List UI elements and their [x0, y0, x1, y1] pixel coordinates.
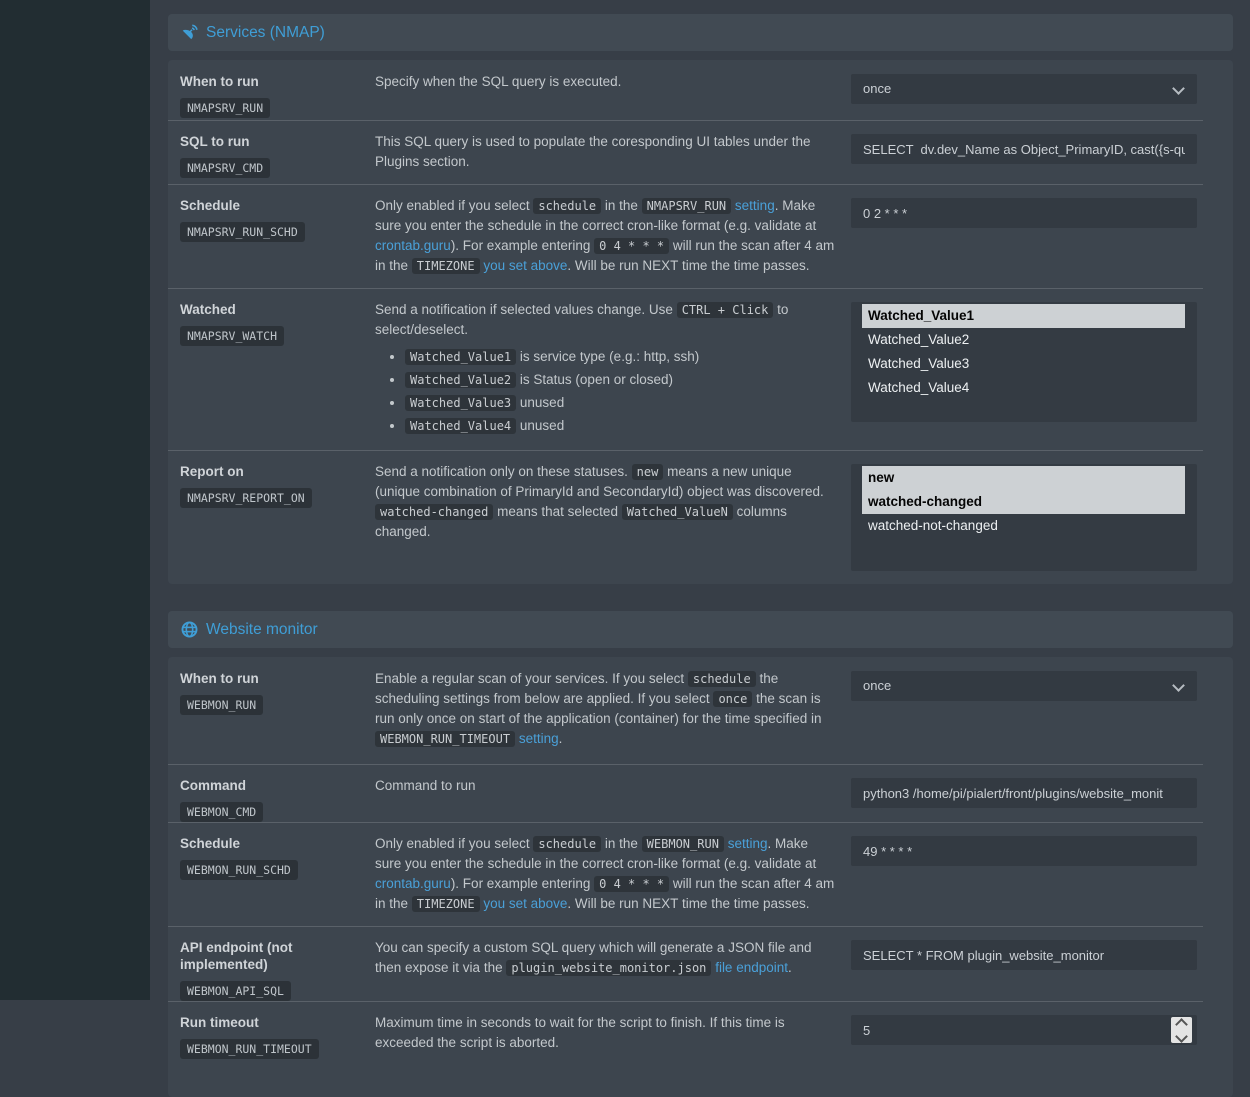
setting-control: [851, 822, 1197, 926]
setting-description: Command to run: [375, 778, 476, 793]
settings-row: [168, 120, 1233, 184]
setting-link[interactable]: crontab.guru: [375, 876, 451, 891]
settings-row: [168, 657, 1233, 764]
settings-row: [168, 926, 1233, 1001]
setting-description: This SQL query is used to populate the coresponding UI tables under the Plugins section.: [375, 134, 811, 169]
setting-key-badge: WEBMON_RUN_SCHD: [180, 860, 298, 880]
setting-control: [851, 657, 1197, 764]
inline-code: schedule: [533, 198, 601, 214]
option-Watched_Value3[interactable]: Watched_Value3: [868, 356, 970, 371]
setting-description: Send a notification only on these statuses. new means a new unique (unique combination of PrimaryId and SecondaryId) object was discovered. watched-changed means that selected Watched_ValueN columns changed.: [375, 464, 824, 539]
satellite-dish-icon: [181, 24, 198, 41]
option-Watched_Value1[interactable]: Watched_Value1: [862, 304, 1185, 328]
inline-code: schedule: [688, 671, 756, 687]
setting-key-badge: NMAPSRV_RUN: [180, 98, 270, 118]
inline-code: WEBMON_RUN: [642, 836, 724, 852]
setting-label: Schedule: [180, 198, 241, 213]
settings-row: [168, 764, 1233, 822]
inline-code: 0 4 * * *: [594, 238, 669, 254]
setting-control: [851, 120, 1197, 184]
setting-label: API endpoint (not implemented): [180, 940, 293, 972]
webmon_run_timeout-input[interactable]: [851, 1015, 1197, 1045]
setting-link[interactable]: crontab.guru: [375, 238, 451, 253]
setting-control: [851, 926, 1197, 1001]
webmon_api_sql-input[interactable]: [851, 940, 1197, 970]
settings-row: [168, 1001, 1233, 1097]
setting-control: [851, 60, 1197, 120]
webmon_run_schd-input[interactable]: [851, 836, 1197, 866]
option-new[interactable]: new: [862, 466, 1185, 490]
select-value: once: [863, 678, 892, 693]
setting-description: You can specify a custom SQL query which will generate a JSON file and then expose it via the plugin_website_monitor.json file endpoint.: [375, 940, 812, 975]
nmapsrv_report_on-multiselect: [851, 464, 1197, 571]
spinner-up-button[interactable]: [1175, 1018, 1188, 1031]
inline-code: Watched_ValueN: [622, 504, 733, 520]
inline-code: Watched_Value2: [405, 372, 516, 388]
inline-code: plugin_website_monitor.json: [506, 960, 711, 976]
setting-label: Watched: [180, 302, 236, 317]
nmapsrv_run_schd-input[interactable]: [851, 198, 1197, 228]
setting-description: Specify when the SQL query is executed.: [375, 74, 622, 89]
inline-code: CTRL + Click: [677, 302, 774, 318]
section-title: Website monitor: [206, 620, 318, 638]
setting-control: [851, 764, 1197, 822]
number-spinner: [1171, 1017, 1192, 1043]
setting-key-badge: NMAPSRV_WATCH: [180, 326, 284, 346]
option-watched-changed[interactable]: watched-changed: [862, 490, 1185, 514]
inline-code: Watched_Value4: [405, 418, 516, 434]
setting-label: Run timeout: [180, 1015, 259, 1030]
sidebar: [0, 0, 150, 1000]
section-title: Services (NMAP): [206, 23, 325, 41]
bullet-item: • Watched_Value4 unused: [405, 415, 835, 437]
inline-code: 0 4 * * *: [594, 876, 669, 892]
bullet-item: • Watched_Value1 is service type (e.g.: http, ssh): [405, 346, 835, 368]
inline-code: Watched_Value1: [405, 349, 516, 365]
setting-link[interactable]: setting: [518, 731, 559, 746]
setting-link[interactable]: you set above: [483, 896, 568, 911]
section-website-monitor: [168, 611, 1233, 1097]
setting-label: When to run: [180, 671, 259, 686]
setting-key-badge: NMAPSRV_REPORT_ON: [180, 488, 312, 508]
webmon_cmd-input[interactable]: [851, 778, 1197, 808]
inline-code: watched-changed: [375, 504, 493, 520]
setting-link[interactable]: setting: [727, 836, 768, 851]
setting-control: [851, 450, 1197, 584]
setting-link[interactable]: file endpoint: [715, 960, 788, 975]
setting-key-badge: NMAPSRV_RUN_SCHD: [180, 222, 305, 242]
inline-code: TIMEZONE: [412, 896, 480, 912]
section-header: [168, 14, 1233, 51]
bullet-item: • Watched_Value3 unused: [405, 392, 835, 414]
setting-label: Command: [180, 778, 247, 793]
webmon_run-select[interactable]: [851, 671, 1197, 701]
inline-code: schedule: [533, 836, 601, 852]
setting-label: Schedule: [180, 836, 241, 851]
inline-code: new: [632, 464, 664, 480]
setting-control: [851, 1001, 1197, 1097]
setting-key-badge: WEBMON_RUN: [180, 695, 263, 715]
setting-label: When to run: [180, 74, 259, 89]
settings-row: [168, 288, 1233, 450]
setting-description: Enable a regular scan of your services. If you select schedule the scheduling settings from below are applied. If you select once the scan is run only once on start of the application (container) for the time specified in WEBMON_RUN_TIMEOUT setting.: [375, 671, 822, 746]
settings-row: [168, 450, 1233, 584]
option-watched-not-changed[interactable]: watched-not-changed: [868, 518, 998, 533]
setting-control: [851, 288, 1197, 450]
setting-label: Report on: [180, 464, 244, 479]
bullet-item: • Watched_Value2 is Status (open or closed): [405, 369, 835, 391]
inline-code: WEBMON_RUN_TIMEOUT: [375, 731, 515, 747]
setting-description: Send a notification if selected values change. Use CTRL + Click to select/deselect. • Watched_Value1 is service type (e.g.: http, ssh) • Watched_Value2 is Status (open or closed) • Watched_Value3 unused • Watched_Value4 unused: [375, 288, 851, 450]
setting-key-badge: WEBMON_CMD: [180, 802, 263, 822]
setting-key-badge: WEBMON_RUN_TIMEOUT: [180, 1039, 319, 1059]
inline-code: NMAPSRV_RUN: [642, 198, 731, 214]
option-Watched_Value2[interactable]: Watched_Value2: [868, 332, 970, 347]
globe-icon: [181, 621, 198, 638]
nmapsrv_run-select[interactable]: [851, 74, 1197, 104]
setting-key-badge: WEBMON_API_SQL: [180, 981, 291, 1001]
section-body: [168, 657, 1233, 1097]
inline-code: once: [713, 691, 752, 707]
setting-link[interactable]: you set above: [483, 258, 568, 273]
settings-row: [168, 822, 1233, 926]
nmapsrv_cmd-input[interactable]: [851, 134, 1197, 164]
setting-description: Only enabled if you select schedule in the WEBMON_RUN setting. Make sure you enter the schedule in the correct cron-like format (e.g. validate at crontab.guru). For example entering 0 4 * * * will run the scan after 4 am in the TIMEZONE you set above. Will be run NEXT time the time passes.: [375, 836, 835, 911]
setting-description: Only enabled if you select schedule in the NMAPSRV_RUN setting. Make sure you enter the schedule in the correct cron-like format (e.g. validate at crontab.guru). For example entering 0 4 * * * will run the scan after 4 am in the TIMEZONE you set above. Will be run NEXT time the time passes.: [375, 198, 835, 273]
setting-link[interactable]: setting: [734, 198, 775, 213]
inline-code: Watched_Value3: [405, 395, 516, 411]
setting-label: SQL to run: [180, 134, 250, 149]
description-bullet-list: [375, 346, 835, 437]
setting-control: [851, 184, 1197, 288]
setting-description: Maximum time in seconds to wait for the script to finish. If this time is exceeded the script is aborted.: [375, 1015, 785, 1050]
settings-row: [168, 184, 1233, 288]
inline-code: TIMEZONE: [412, 258, 480, 274]
settings-page: [150, 0, 1250, 1056]
settings-row: [168, 60, 1233, 120]
select-value: once: [863, 81, 892, 96]
option-Watched_Value4[interactable]: Watched_Value4: [868, 380, 970, 395]
nmapsrv_watch-multiselect: [851, 302, 1197, 422]
section-header: [168, 611, 1233, 648]
section-services-nmap: [168, 14, 1233, 584]
section-body: [168, 60, 1233, 584]
spinner-down-button[interactable]: [1175, 1030, 1188, 1043]
setting-key-badge: NMAPSRV_CMD: [180, 158, 270, 178]
